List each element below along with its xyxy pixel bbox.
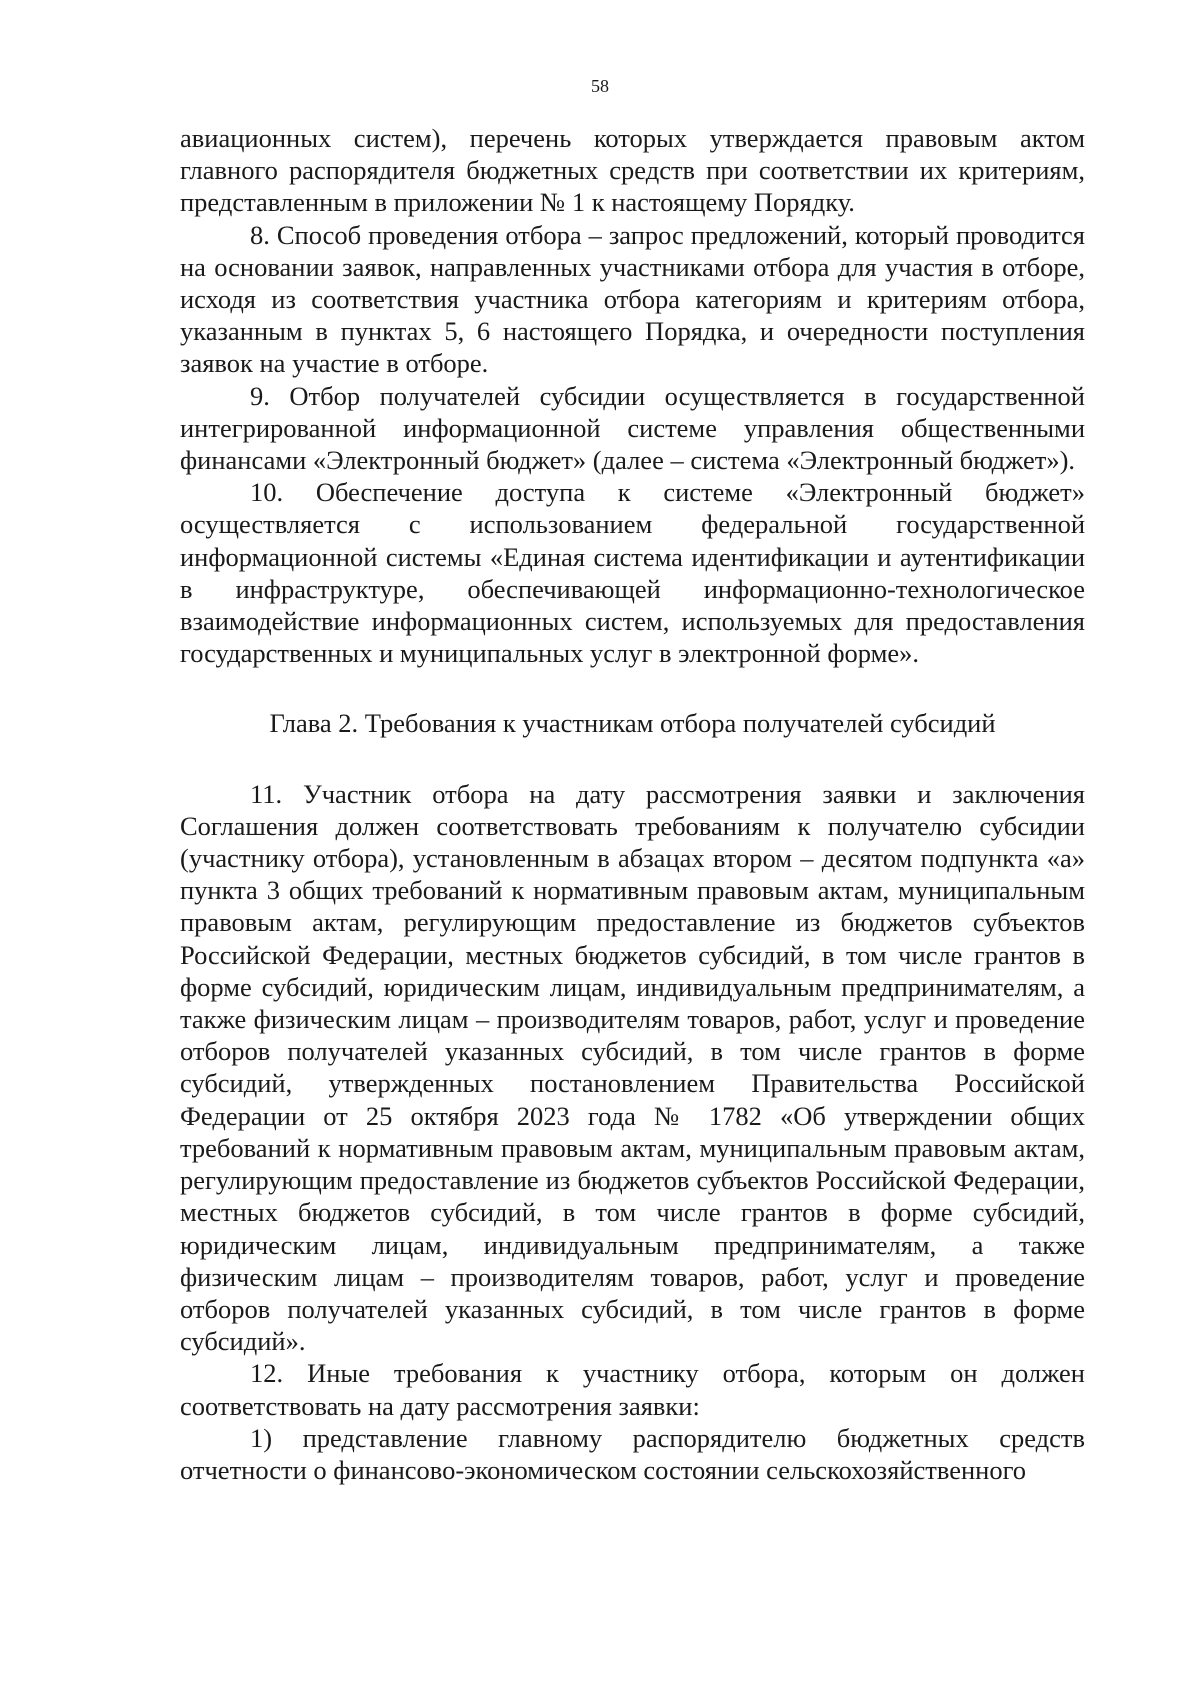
paragraph-9: 9. Отбор получателей субсидии осуществляется в государственной интегрированной информационной системе управления общественными финансами «Электронный бюджет» (далее – система «Электронный бюджет»).: [180, 380, 1085, 476]
document-body: [180, 122, 1085, 1486]
paragraph-10: 10. Обеспечение доступа к системе «Электронный бюджет» осуществляется с использованием федеральной государственной информационной системы «Единая система идентификации и аутентификации в инфраструктуре, обеспечивающей информационно-технологическое взаимодействие информационных систем, используемых для предоставления государственных и муниципальных услуг в электронной форме».: [180, 477, 1085, 669]
paragraph-11: 11. Участник отбора на дату рассмотрения заявки и заключения Соглашения должен соответствовать требованиям к получателю субсидии (участнику отбора), установленным в абзацах втором – десятом подпункта «а» пункта 3 общих требований к нормативным правовым актам, муниципальным правовым актам, регулирующим предоставление из бюджетов субъектов Российской Федерации, местных бюджетов субсидий, в том числе грантов в форме субсидий, юридическим лицам, индивидуальным предпринимателям, а также физическим лицам – производителям товаров, работ, услуг и проведение отборов получателей указанных субсидий, в том числе грантов в форме субсидий, утвержденных постановлением Правительства Российской Федерации от 25 октября 2023 года № 1782 «Об утверждении общих требований к нормативным правовым актам, муниципальным правовым актам, регулирующим предоставление из бюджетов субъектов Российской Федерации, местных бюджетов субсидий, в том числе грантов в форме субсидий, юридическим лицам, индивидуальным предпринимателям, а также физическим лицам – производителям товаров, работ, услуг и проведение отборов получателей указанных субсидий, в том числе грантов в форме субсидий».: [180, 778, 1085, 1357]
page-number: 58: [591, 76, 609, 96]
chapter-2-heading: Глава 2. Требования к участникам отбора получателей субсидий: [269, 708, 996, 739]
paragraph-7-continuation: авиационных систем), перечень которых утверждается правовым актом главного распорядителя бюджетных средств при соответствии их критериям, представленным в приложении № 1 к настоящему Порядку.: [180, 123, 1085, 218]
paragraph-8: 8. Способ проведения отбора – запрос предложений, который проводится на основании заявок, направленных участниками отбора для участия в отборе, исходя из соответствия участника отбора категориям и критериям отбора, указанным в пунктах 5, 6 настоящего Порядка, и очередности поступления заявок на участие в отборе.: [180, 219, 1085, 379]
paragraph-12: 12. Иные требования к участнику отбора, которым он должен соответствовать на дату рассмотрения заявки:: [180, 1358, 1085, 1421]
paragraph-12-item-1: 1) представление главному распорядителю бюджетных средств отчетности о финансово-экономическом состоянии сельскохозяйственного: [180, 1422, 1085, 1485]
